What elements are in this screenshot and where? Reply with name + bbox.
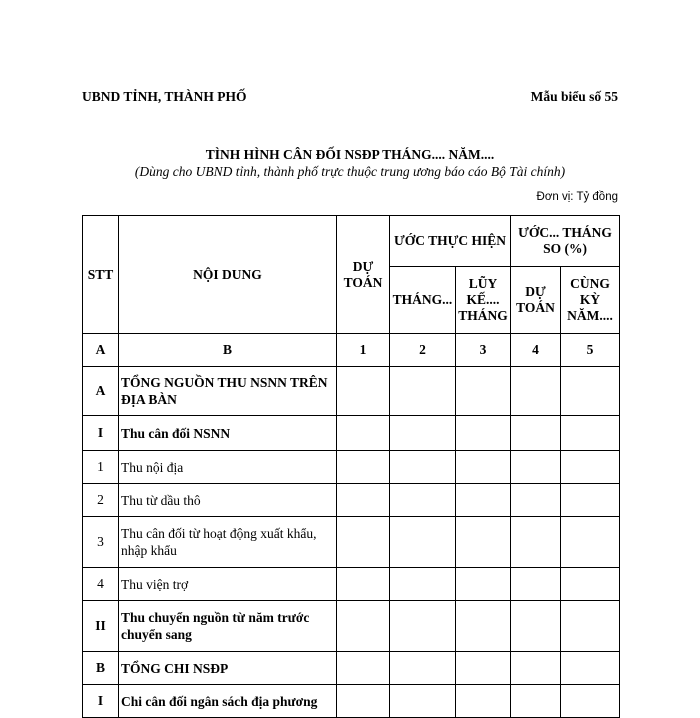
index-cell: 2 [390,334,456,367]
index-cell: B [119,334,337,367]
col-estimate-header: DỰ TOÁN [337,216,390,334]
value-cell [456,652,511,685]
value-cell [337,367,390,416]
table-row [83,685,620,718]
sub-cumulative-header: LŨY KẾ.... THÁNG [456,267,511,334]
table-row [83,517,620,568]
row-stt: II [83,601,119,652]
index-cell: 3 [456,334,511,367]
value-cell [511,652,561,685]
value-cell [456,367,511,416]
row-content: TỔNG CHI NSĐP [119,652,337,685]
balance-table [82,215,620,718]
value-cell [390,517,456,568]
row-content: Thu viện trợ [119,568,337,601]
value-cell [390,367,456,416]
value-cell [390,685,456,718]
value-cell [337,601,390,652]
value-cell [390,451,456,484]
table-row [83,601,620,652]
row-stt: 1 [83,451,119,484]
value-cell [337,685,390,718]
row-stt: 3 [83,517,119,568]
sub-vs-estimate-header: DỰ TOÁN [511,267,561,334]
value-cell [456,416,511,451]
value-cell [390,568,456,601]
value-cell [561,484,620,517]
value-cell [561,568,620,601]
header-row-1 [83,216,620,267]
row-content: Thu cân đối NSNN [119,416,337,451]
table-row [83,367,620,416]
value-cell [390,652,456,685]
index-row [83,334,620,367]
index-cell: 5 [561,334,620,367]
table-body [83,367,620,718]
value-cell [561,367,620,416]
row-stt: I [83,416,119,451]
form-number: Mẫu biểu số 55 [530,89,618,104]
row-content: Thu cân đối từ hoạt động xuất khẩu, nhập khẩu [119,517,337,568]
value-cell [337,568,390,601]
value-cell [561,517,620,568]
value-cell [390,601,456,652]
col-content-header: NỘI DUNG [119,216,337,334]
value-cell [456,517,511,568]
table-row [83,451,620,484]
group-estimated-exec-header: ƯỚC THỰC HIỆN [390,216,511,267]
row-content: Thu nội địa [119,451,337,484]
value-cell [561,601,620,652]
sub-month-header: THÁNG... [390,267,456,334]
col-stt-header: STT [83,216,119,334]
value-cell [511,367,561,416]
value-cell [511,601,561,652]
document-subtitle: (Dùng cho UBND tỉnh, thành phố trực thuộc trung ương báo cáo Bộ Tài chính) [134,164,566,179]
value-cell [337,451,390,484]
index-cell: 1 [337,334,390,367]
agency-header: UBND TỈNH, THÀNH PHỐ [82,89,247,104]
row-stt: 2 [83,484,119,517]
group-compare-header: ƯỚC... THÁNG SO (%) [511,216,620,267]
value-cell [561,416,620,451]
value-cell [511,416,561,451]
table-row [83,484,620,517]
value-cell [456,484,511,517]
value-cell [511,451,561,484]
value-cell [456,601,511,652]
table-row [83,652,620,685]
document-title: TÌNH HÌNH CÂN ĐỐI NSĐP THÁNG.... NĂM.... [205,147,495,162]
row-content: Thu chuyển nguồn từ năm trước chuyển sang [119,601,337,652]
value-cell [337,652,390,685]
value-cell [390,484,456,517]
index-cell: A [83,334,119,367]
row-content: Chi cân đối ngân sách địa phương [119,685,337,718]
value-cell [511,568,561,601]
unit-label: Đơn vị: Tỷ đồng [536,191,618,203]
value-cell [561,685,620,718]
row-stt: I [83,685,119,718]
row-content: TỔNG NGUỒN THU NSNN TRÊN ĐỊA BÀN [119,367,337,416]
table-row [83,416,620,451]
value-cell [561,451,620,484]
value-cell [456,685,511,718]
table-row [83,568,620,601]
value-cell [456,451,511,484]
value-cell [511,484,561,517]
value-cell [337,416,390,451]
row-content: Thu từ dầu thô [119,484,337,517]
row-stt: A [83,367,119,416]
value-cell [561,652,620,685]
row-stt: 4 [83,568,119,601]
value-cell [337,517,390,568]
value-cell [337,484,390,517]
row-stt: B [83,652,119,685]
value-cell [456,568,511,601]
value-cell [511,685,561,718]
value-cell [511,517,561,568]
sub-same-period-header: CÙNG KỲ NĂM.... [561,267,620,334]
value-cell [390,416,456,451]
index-cell: 4 [511,334,561,367]
